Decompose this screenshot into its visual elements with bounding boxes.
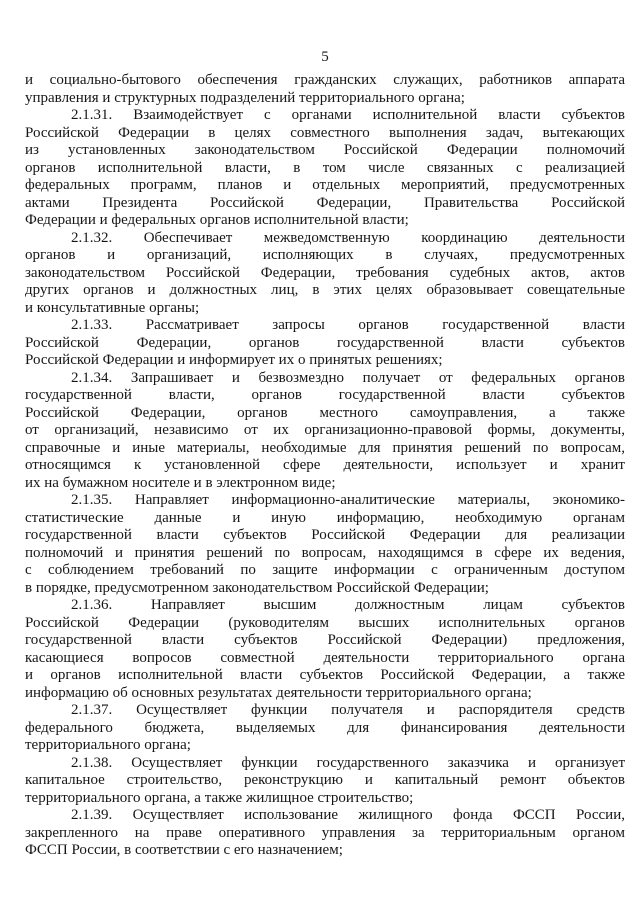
text-line: федерального бюджета, выделяемых для финансирования деятельности: [25, 719, 625, 736]
paragraph: [25, 597, 625, 702]
text-line: 2.1.37. Осуществляет функции получателя и распорядителя средств: [71, 702, 625, 718]
paragraph: [25, 107, 625, 230]
text-line: Российской Федерации, органов государственной власти субъектов: [25, 334, 625, 351]
text-line: 2.1.34. Запрашивает и безвозмездно получает от федеральных органов: [71, 369, 625, 386]
document-text: [25, 72, 625, 860]
text-line: их на бумажном носителе и в электронном виде;: [25, 474, 336, 491]
text-line: управления и структурных подразделений территориального органа;: [25, 89, 465, 106]
text-line: статистические данные и иную информацию, необходимую органам: [25, 509, 625, 526]
text-line: справочные и иные материалы, необходимые для принятия решений по вопросам,: [25, 439, 625, 456]
text-line: государственной власти субъектов Российской Федерации для реализации: [25, 527, 625, 543]
text-line: капитальное строительство, реконструкцию и капитальный ремонт объектов: [25, 772, 625, 788]
text-line: касающиеся вопросов совместной деятельности территориального органа: [25, 649, 625, 666]
paragraph: [25, 755, 625, 808]
paragraph: [25, 72, 625, 107]
text-line: территориального органа, а также жилищное строительство;: [25, 789, 414, 806]
text-line: Российской Федерации, органов местного самоуправления, а также: [25, 404, 625, 421]
paragraph: [25, 317, 625, 370]
text-line: ФССП России, в соответствии с его назначением;: [25, 842, 343, 858]
text-line: и органов исполнительной власти субъектов Российской Федерации, а также: [25, 667, 625, 683]
text-line: полномочий и принятия решений по вопросам, находящимся в сфере их ведения,: [25, 544, 625, 561]
text-line: Российской Федерации и информирует их о принятых решениях;: [25, 352, 443, 368]
text-line: других органов и должностных лиц, в этих целях образовывает совещательные: [25, 282, 625, 298]
text-line: органов исполнительной власти, в том числе связанных с реализацией: [25, 159, 625, 176]
text-line: в порядке, предусмотренном законодательством Российской Федерации;: [25, 579, 489, 596]
text-line: государственной власти субъектов Российской Федерации) предложения,: [25, 632, 625, 648]
text-line: от организаций, независимо от их организационно-правовой формы, документы,: [25, 422, 625, 438]
text-line: 2.1.32. Обеспечивает межведомственную координацию деятельности: [71, 229, 625, 246]
paragraph: [25, 807, 625, 860]
text-line: с соблюдением требований по защите информации с ограниченным доступом: [25, 562, 625, 578]
text-line: и консультативные органы;: [25, 299, 200, 316]
paragraph: [25, 702, 625, 755]
paragraph: [25, 230, 625, 318]
paragraph: [25, 370, 625, 493]
text-line: из установленных законодательством Российской Федерации полномочий: [25, 142, 625, 158]
text-line: 2.1.38. Осуществляет функции государственного заказчика и организует: [71, 754, 625, 771]
text-line: законодательством Российской Федерации, требования судебных актов, актов: [25, 264, 625, 281]
text-line: государственной власти, органов государственной власти субъектов: [25, 387, 625, 403]
text-line: относящимся к установленной сфере деятельности, использует и хранит: [25, 457, 625, 473]
text-line: Федерации и федеральных органов исполнительной власти;: [25, 212, 409, 228]
text-line: федеральных программ, планов и отдельных мероприятий, предусмотренных: [25, 177, 625, 193]
text-line: территориального органа;: [25, 737, 191, 753]
text-line: Российской Федерации (руководителям высших исполнительных органов: [25, 614, 625, 631]
text-line: информацию об основных результатах деятельности территориального органа;: [25, 684, 532, 701]
text-line: 2.1.33. Рассматривает запросы органов государственной власти: [71, 317, 625, 333]
text-line: Российской Федерации в целях совместного выполнения задач, вытекающих: [25, 124, 625, 141]
text-line: и социально-бытового обеспечения гражданских служащих, работников аппарата: [25, 72, 625, 88]
paragraph: [25, 492, 625, 597]
page-number: 5: [321, 49, 329, 65]
text-line: актами Президента Российской Федерации, Правительства Российской: [25, 194, 625, 211]
text-line: закрепленного на праве оперативного управления за территориальным органом: [25, 824, 625, 841]
text-line: органов и организаций, исполняющих в случаях, предусмотренных: [25, 247, 625, 263]
text-line: 2.1.35. Направляет информационно-аналитические материалы, экономико-: [71, 492, 625, 508]
text-line: 2.1.39. Осуществляет использование жилищного фонда ФССП России,: [71, 807, 625, 823]
text-line: 2.1.31. Взаимодействует с органами исполнительной власти субъектов: [71, 107, 625, 123]
text-line: 2.1.36. Направляет высшим должностным лицам субъектов: [71, 597, 625, 613]
